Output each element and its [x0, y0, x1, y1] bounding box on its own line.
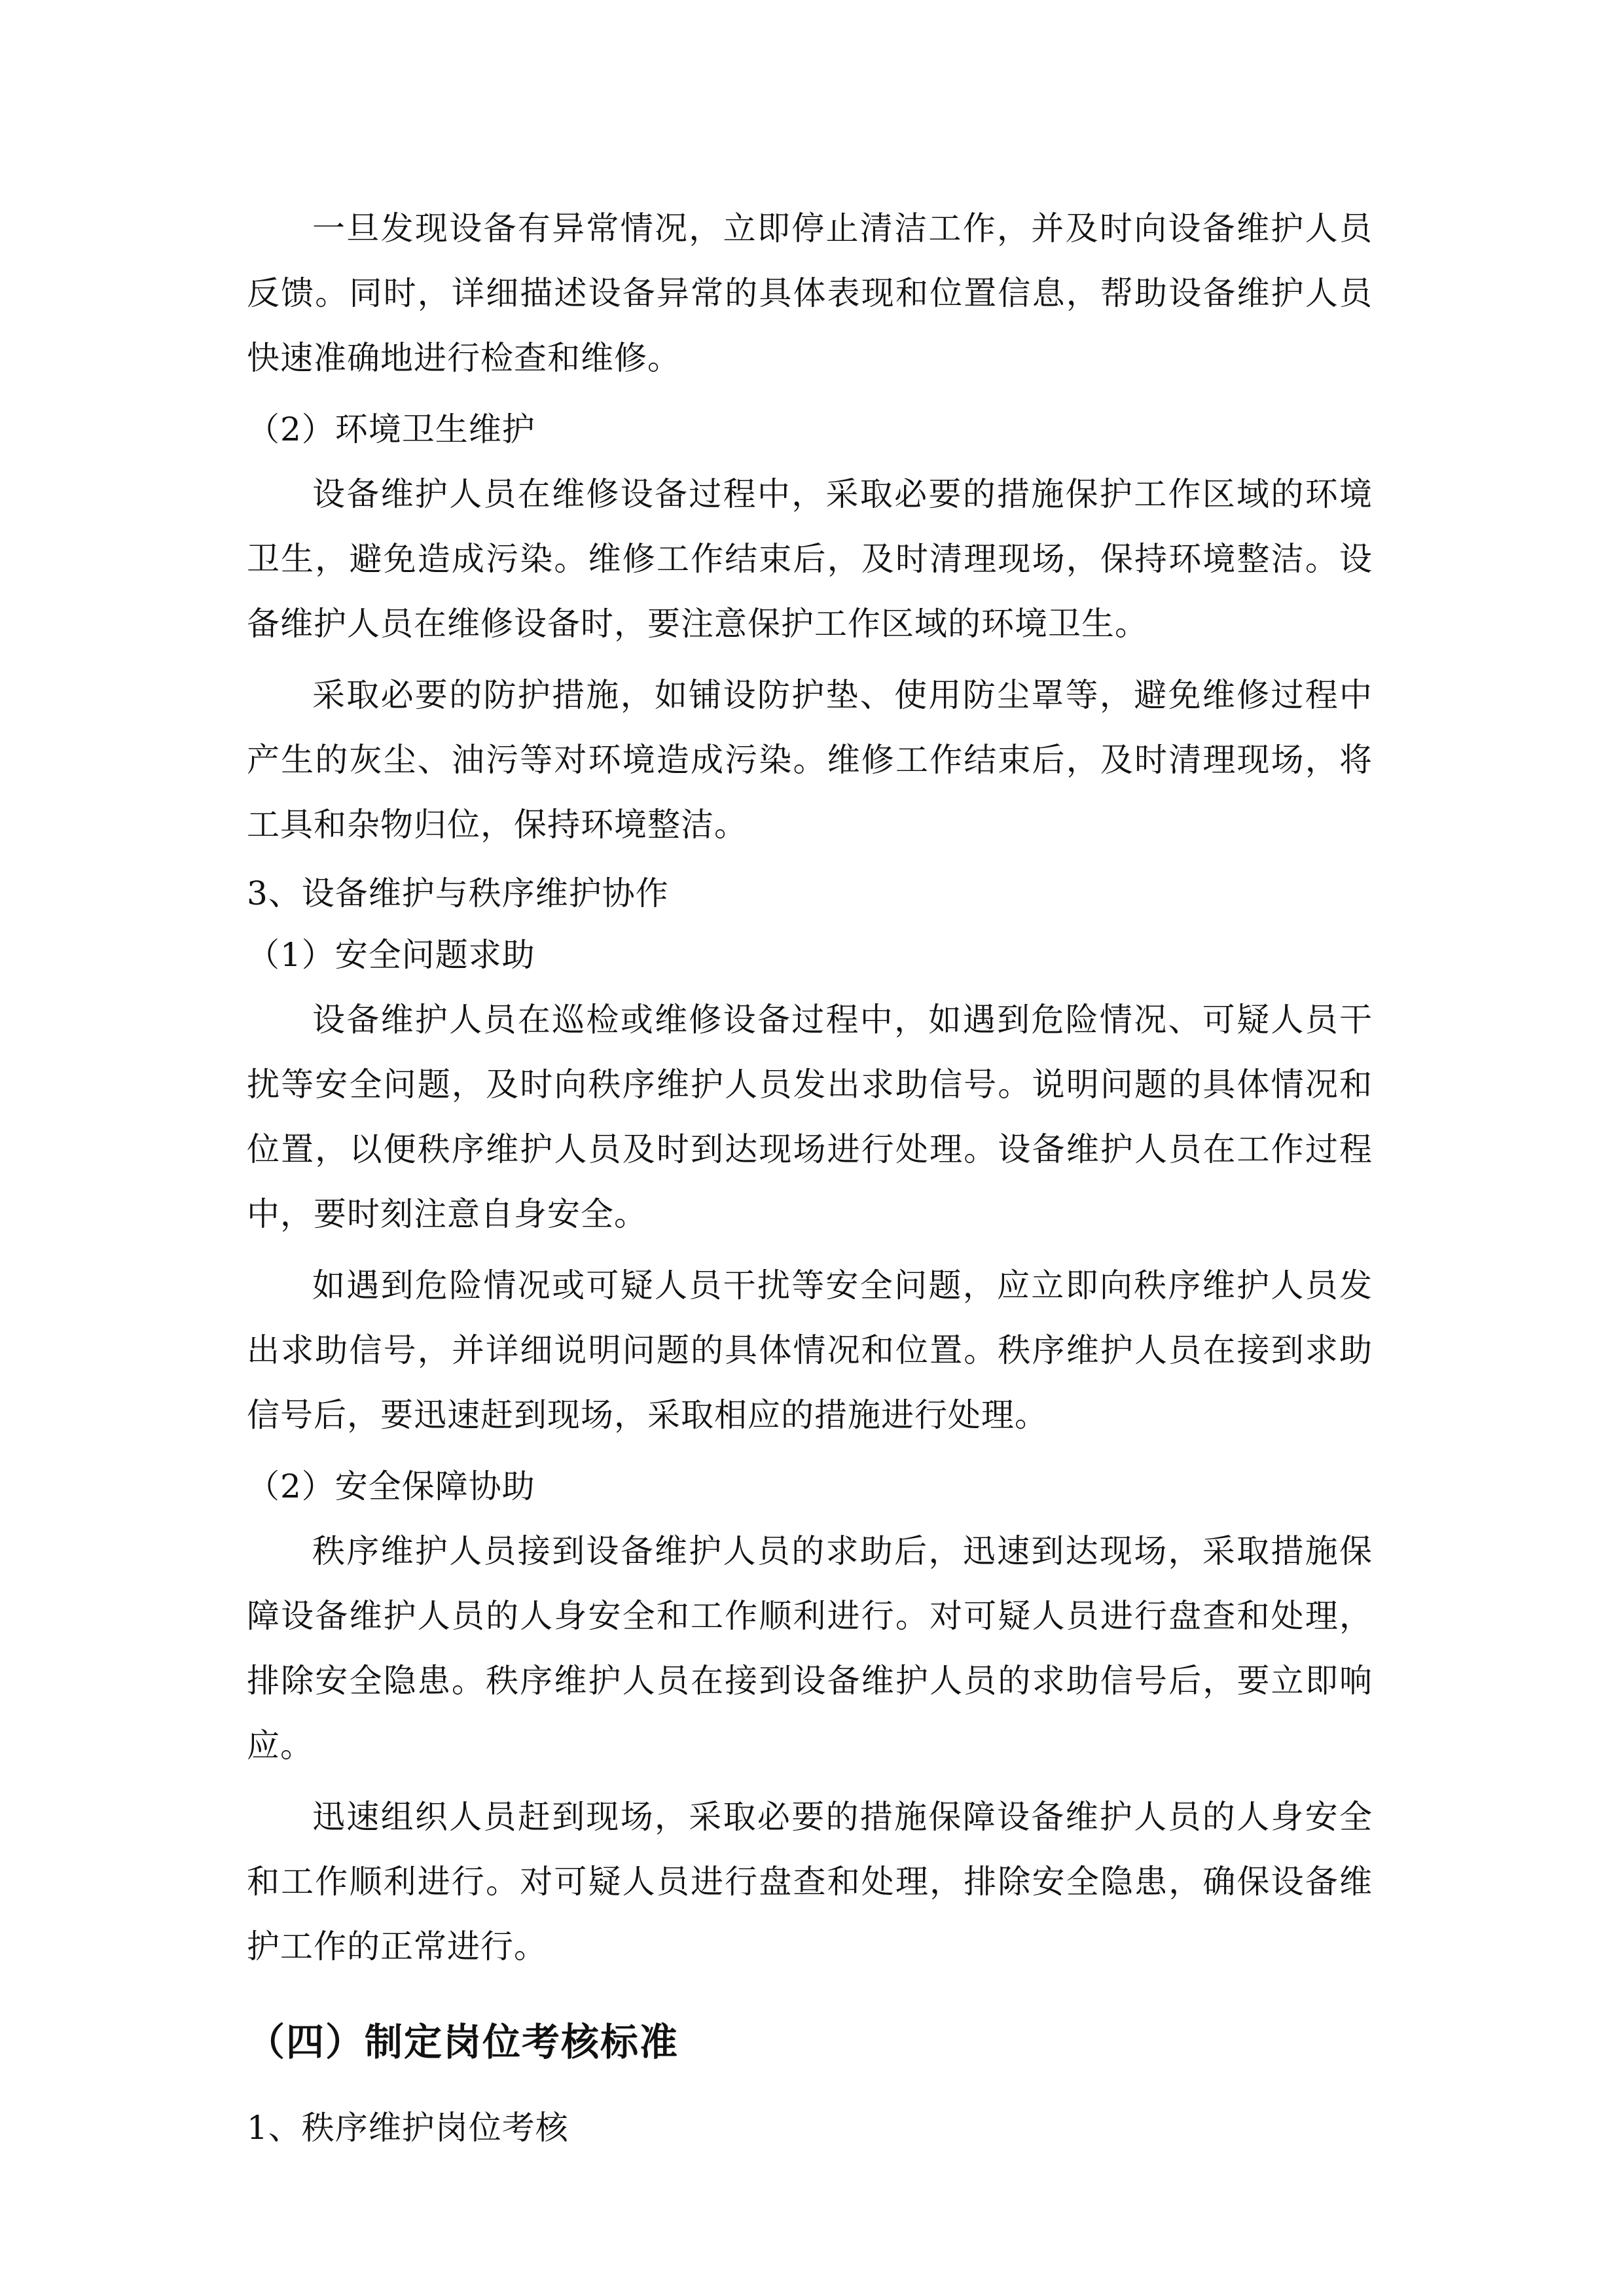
- paragraph-safety-request: 设备维护人员在巡检或维修设备过程中，如遇到危险情况、可疑人员干扰等安全问题，及时向秩序维护人员发出求助信号。说明问题的具体情况和位置，以便秩序维护人员及时到达现场进行处理。设备维护人员在工作过程中，要时刻注意自身安全。: [247, 1001, 1373, 1233]
- paragraph-emergency-response: 如遇到危险情况或可疑人员干扰等安全问题，应立即向秩序维护人员发出求助信号，并详细说明问题的具体情况和位置。秩序维护人员在接到求助信号后，要迅速赶到现场，采取相应的措施进行处理。: [247, 1266, 1373, 1434]
- paragraph-organize-personnel: 迅速组织人员赶到现场，采取必要的措施保障设备维护人员的人身安全和工作顺利进行。对可疑人员进行盘查和处理，排除安全隐患，确保设备维护工作的正常进行。: [247, 1798, 1373, 1965]
- subsection-title-environment: （2）环境卫生维护: [247, 410, 535, 448]
- paragraph-security-assist: 秩序维护人员接到设备维护人员的求助后，迅速到达现场，采取措施保障设备维护人员的人身安全和工作顺利进行。对可疑人员进行盘查和处理，排除安全隐患。秩序维护人员在接到设备维护人员的求助信号后，要立即响应。: [247, 1532, 1373, 1765]
- paragraph-equipment-anomaly: 一旦发现设备有异常情况，立即停止清洁工作，并及时向设备维护人员反馈。同时，详细描述设备异常的具体表现和位置信息，帮助设备维护人员快速准确地进行检查和维修。: [247, 209, 1373, 377]
- subsection-title-safety-help: （1）安全问题求助: [247, 936, 535, 974]
- item-title-order-assessment: 1、秩序维护岗位考核: [247, 2109, 569, 2147]
- paragraph-protective-measures: 采取必要的防护措施，如铺设防护垫、使用防尘罩等，避免维修过程中产生的灰尘、油污等对环境造成污染。维修工作结束后，及时清理现场，将工具和杂物归位，保持环境整洁。: [247, 676, 1373, 844]
- document-body: [247, 196, 1373, 2161]
- subsection-title-safety-assist: （2）安全保障协助: [247, 1467, 535, 1505]
- paragraph-environment-maintenance: 设备维护人员在维修设备过程中，采取必要的措施保护工作区域的环境卫生，避免造成污染。维修工作结束后，及时清理现场，保持环境整洁。设备维护人员在维修设备时，要注意保护工作区域的环境卫生。: [247, 475, 1373, 643]
- heading-assessment-standards: （四）制定岗位考核标准: [247, 2020, 679, 2064]
- section-title-cooperation: 3、设备维护与秩序维护协作: [247, 874, 669, 912]
